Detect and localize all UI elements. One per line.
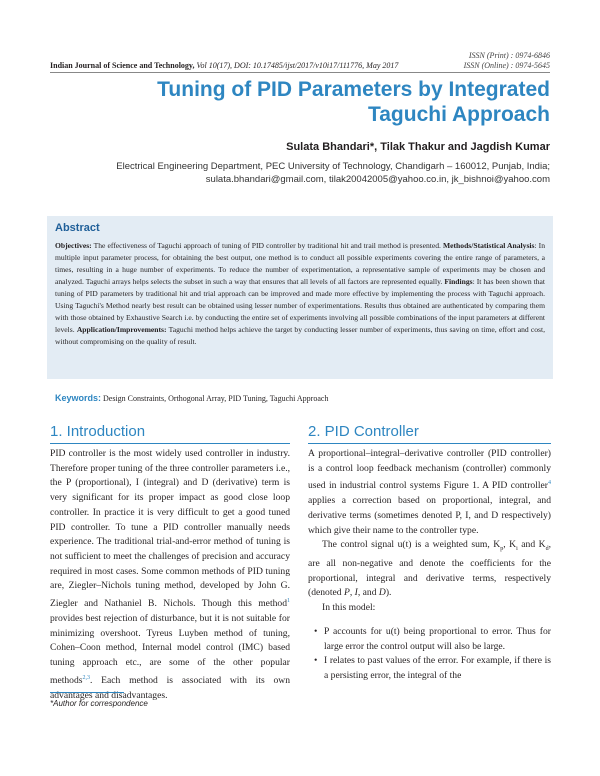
affiliation xyxy=(80,160,550,186)
journal-details: Vol 10(17), DOI: 10.17485/ijst/2017/v10i17/111776, May 2017 xyxy=(196,61,399,70)
issn-print: ISSN (Print) : 0974-6846 xyxy=(468,51,550,60)
term-i: I xyxy=(354,587,358,599)
journal-name: Indian Journal of Science and Technology, xyxy=(50,61,195,70)
term-d: D xyxy=(378,587,386,599)
abstract-methods-text: : In multiple input parameter process, for obtaining the best output, one method is to conduct all possible experiments covering the entire range of parameters, a times, resulting in a huge number of experiments. To reduce the number of experimentation, a representative sample of experiments may be chosen and analyzed. Taguchi arrays helps selects the subset in such a way that ensures that all levels of all factors are represented equally. xyxy=(55,241,545,286)
section-2-heading: 2. PID Controller xyxy=(308,423,419,440)
intro-text-2: provides best rejection of disturbance, but it is not suitable for minimizing overshoot. Tyreus Luyben method of tuning, Cohen–Coon method, Internal model control (IMC) based tuning approach etc., are some of the other popular methods xyxy=(50,612,290,686)
pid-p2-b: , K xyxy=(503,539,517,551)
pid-term-list xyxy=(308,625,551,684)
citation-ref-4[interactable]: 4 xyxy=(548,480,551,487)
abstract-objectives-text: The effectiveness of Taguchi approach of tuning of PID controller by traditional hit and trail method is presented. xyxy=(91,241,441,250)
abstract-findings-label: Findings xyxy=(444,277,473,286)
abstract-objectives-label: Objectives: xyxy=(55,241,92,250)
bullet-text: P accounts for u(t) being proportional to error. Thus for large error the control output will also be large. xyxy=(324,625,551,652)
pid-p2-f: , xyxy=(349,587,355,599)
keywords-list: Design Constraints, Orthogonal Array, PID Tuning, Taguchi Approach xyxy=(101,394,329,403)
affiliation-emails: sulata.bhandari@gmail.com, tilak20042005@yahoo.co.in, jk_bishnoi@yahoo.com xyxy=(205,174,550,185)
footnote: *Author for correspondence xyxy=(50,699,148,708)
pid-text-1: A proportional–integral–derivative controller (PID controller) is a control loop feedback mechanism (controller) commonly used in industrial control systems Figure 1. A PID controller xyxy=(308,448,551,492)
list-item xyxy=(310,625,551,654)
paper-title: Tuning of PID Parameters by Integrated Taguchi Approach xyxy=(157,78,550,126)
pid-paragraph-2 xyxy=(308,538,551,601)
pid-p2-g: , and xyxy=(357,587,379,599)
kp-subscript: p xyxy=(500,546,504,553)
header-divider xyxy=(50,72,550,73)
ki-subscript: i xyxy=(516,546,518,553)
author-list: Sulata Bhandari*, Tilak Thakur and Jagdish Kumar xyxy=(286,141,550,153)
pid-p2-h: ). xyxy=(385,587,392,599)
list-item xyxy=(310,654,551,683)
issn-online: ISSN (Online) : 0974-5645 xyxy=(463,61,550,70)
section-2-rule xyxy=(308,443,551,444)
intro-text-3: . Each method is associated with its own advantages and disadvantages. xyxy=(50,674,290,701)
abstract-body xyxy=(55,240,545,348)
journal-citation xyxy=(50,61,398,70)
pid-p2-c: and K xyxy=(517,539,546,551)
footnote-divider xyxy=(50,692,124,693)
citation-ref-1[interactable]: 1 xyxy=(287,598,290,605)
pid-p2-e: , are all non-negative and denote the coefficients for the proportional, integral and derivative terms, respectively (denoted xyxy=(308,539,551,599)
abstract-heading: Abstract xyxy=(55,222,100,234)
section-1-heading: 1. Introduction xyxy=(50,423,146,440)
pid-paragraph-3: In this model: xyxy=(322,602,376,614)
abstract-applications-text: Taguchi method helps achieve the target by conducting lesser number of experiments, thus saving on time, effort and cost, without compromising on the quality of result. xyxy=(55,325,545,346)
bullet-icon: • xyxy=(314,655,318,667)
bullet-text: I relates to past values of the error. For example, if there is a persisting error, the integral of the xyxy=(324,655,551,681)
pid-text-2: applies a correction based on proportional, integral, and derivative terms (sometimes denoted P, I, and D respectively) which give their name to the controller type. xyxy=(308,495,551,536)
keywords-label: Keywords: xyxy=(55,393,102,403)
citation-ref-2-3[interactable]: 2,3 xyxy=(82,674,91,681)
abstract-findings-text: : It has been shown that tuning of PID parameters by traditional hit and trial approach can be improved and made more effective by implementing the process with Taguchi approach. Using Taguchi's Method nearly best result can be obtained using lesser number of experimentations. Results thus obtained are authenticated by comparing them with those obtained by Exhaustive Search i.e. by conducting the entire set of experiments involving all possible combinations of the input parameters at different levels. xyxy=(55,277,545,334)
bullet-icon: • xyxy=(314,625,318,637)
abstract-applications-label: Application/Improvements: xyxy=(76,325,167,334)
section-1-rule xyxy=(50,443,290,444)
pid-paragraph-1 xyxy=(308,447,551,538)
abstract-methods-label: Methods/Statistical Analysis xyxy=(442,241,535,250)
right-column xyxy=(308,447,551,684)
intro-paragraph xyxy=(50,447,290,703)
keywords-line xyxy=(55,393,328,403)
affiliation-address: Electrical Engineering Department, PEC University of Technology, Chandigarh – 160012, Punjab, India; xyxy=(116,161,550,172)
term-p: P xyxy=(343,587,350,599)
intro-text-1: PID controller is the most widely used controller in industry. Therefore proper tuning of the three controller parameters i.e., the P (proportional), I (integral) and D (derivative) term is very significant for its proper impact as good close loop controller. In practice it is very difficult to get a good tuned PID controller. To tune a PID controller manually needs experience. The traditional trial-and-error method of tuning is not sufficient to meet the challenges of precision and accuracy required in most cases. Some common methods of PID tuning are, Ziegler–Nichols tuning method, developed by John G. Ziegler and Nathaniel B. Nichols. Though this method xyxy=(50,448,290,610)
left-column xyxy=(50,447,290,703)
pid-p2-a: The control signal u(t) is a weighted sum, K xyxy=(322,539,501,551)
kd-subscript: d xyxy=(545,546,549,553)
